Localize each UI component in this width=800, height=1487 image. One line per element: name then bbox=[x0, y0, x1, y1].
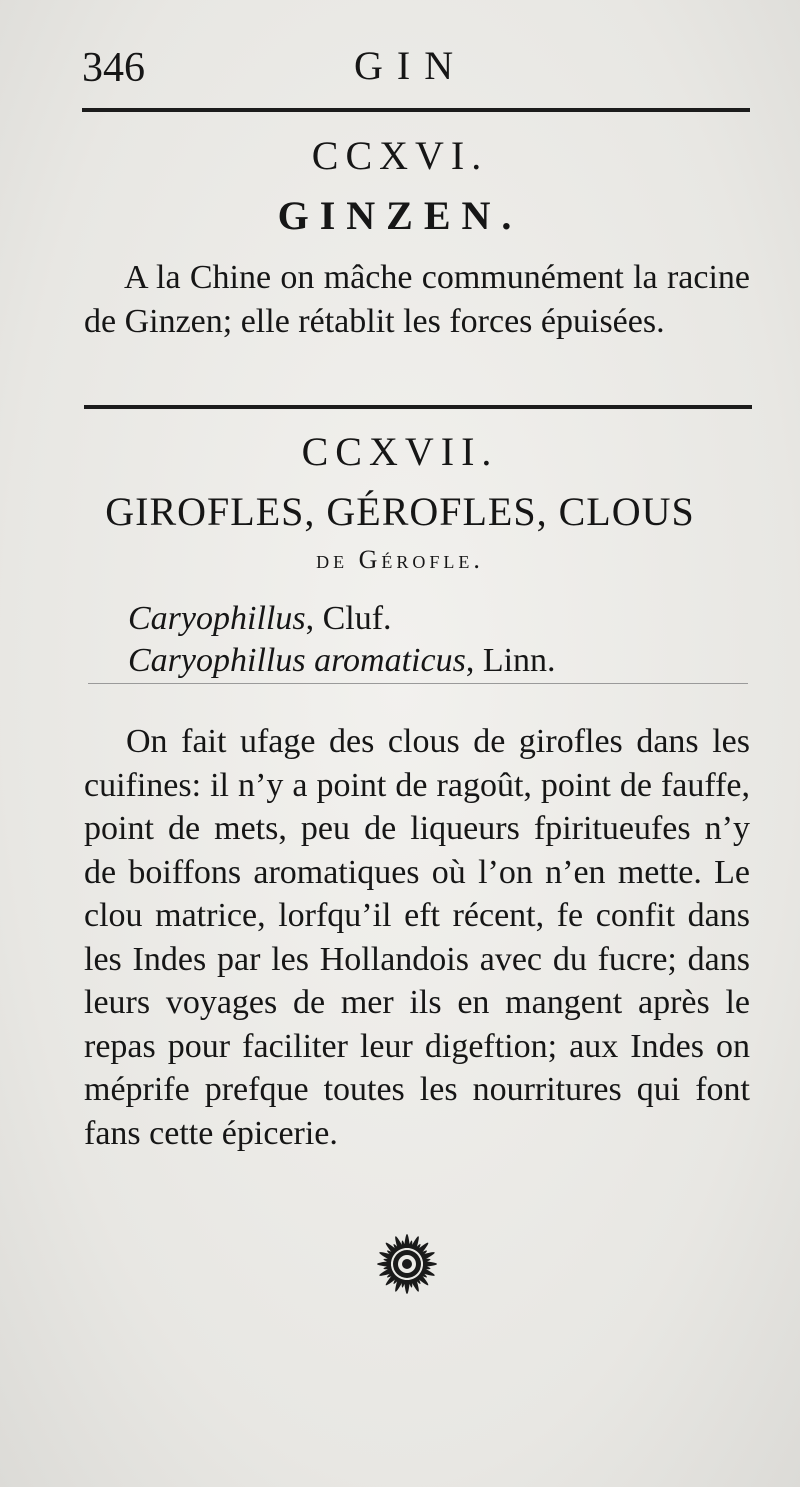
thin-rule bbox=[88, 683, 748, 684]
article-number: CCXVI. bbox=[311, 133, 489, 178]
running-title: GIN bbox=[354, 43, 468, 88]
authority: , Linn. bbox=[465, 642, 556, 679]
article-subtitle: de Gérofle. bbox=[316, 545, 484, 574]
latin-name: Caryophillus bbox=[128, 600, 306, 637]
article-text: On fait ufage des clous de girofles dans les cuifines: il n’y a point de ragoût, point de fauffe, point de mets, peu de liqueurs fpiritueufes n’y de boiffons aromatiques où l’on n’en mette. Le clou matrice, lorfqu’il eft récent, fe confit dans les Indes par les Hollandois avec du fucre; dans leurs voyages de mer ils en mangent après le repas pour faciliter leur digeftion; aux Indes on méprife prefque toutes les nourritures qui font fans cette épicerie. bbox=[84, 723, 750, 1152]
header-rule bbox=[82, 108, 750, 112]
running-head bbox=[82, 38, 740, 98]
flower-ornament-icon bbox=[362, 1218, 452, 1306]
article-title: GIROFLES, GÉROFLES, CLOUS bbox=[105, 489, 695, 534]
section-rule bbox=[84, 405, 752, 409]
synonym-line bbox=[128, 642, 556, 680]
synonym-line bbox=[128, 600, 392, 638]
latin-name: Caryophillus aromaticus bbox=[128, 642, 466, 679]
page-number: 346 bbox=[82, 45, 145, 91]
article-title: GINZEN. bbox=[277, 193, 523, 238]
article-number: CCXVII. bbox=[301, 429, 499, 474]
article-text: A la Chine on mâche communément la racine de Ginzen; elle rétablit les forces épuisées. bbox=[84, 259, 750, 340]
authority: , Cluf. bbox=[305, 600, 392, 637]
